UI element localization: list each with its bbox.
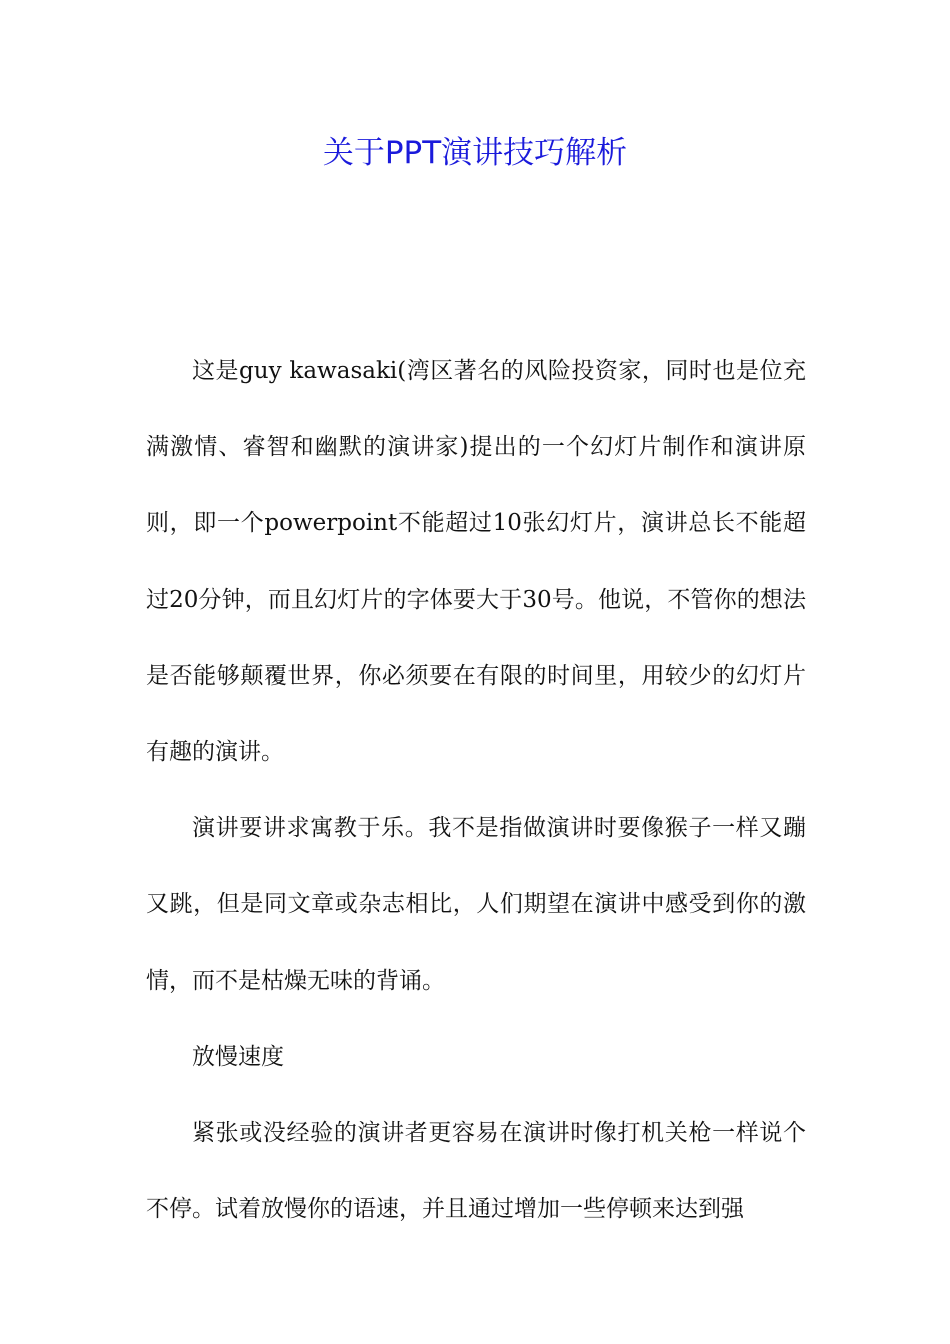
paragraph-slow-down: 紧张或没经验的演讲者更容易在演讲时像打机关枪一样说个不停。试着放慢你的语速，并且通过增加一些停顿来达到强 [146, 1120, 806, 1223]
document-body [146, 333, 806, 1247]
paragraph-intro: 这是guy kawasaki(湾区著名的风险投资家，同时也是位充满激情、睿智和幽默的演讲家)提出的一个幻灯片制作和演讲原则，即一个powerpoint不能超过10张幻灯片，演讲总长不能超过20分钟，而且幻灯片的字体要大于30号。他说，不管你的想法是否能够颠覆世界，你必须要在有限的时间里，用较少的幻灯片有趣的演讲。 [146, 358, 806, 766]
section-heading: 放慢速度 [192, 1043, 284, 1070]
document-title: 关于PPT演讲技巧解析 [322, 135, 628, 171]
paragraph-entertain: 演讲要讲求寓教于乐。我不是指做演讲时要像猴子一样又蹦又跳，但是同文章或杂志相比，人们期望在演讲中感受到你的激情，而不是枯燥无味的背诵。 [146, 815, 806, 994]
